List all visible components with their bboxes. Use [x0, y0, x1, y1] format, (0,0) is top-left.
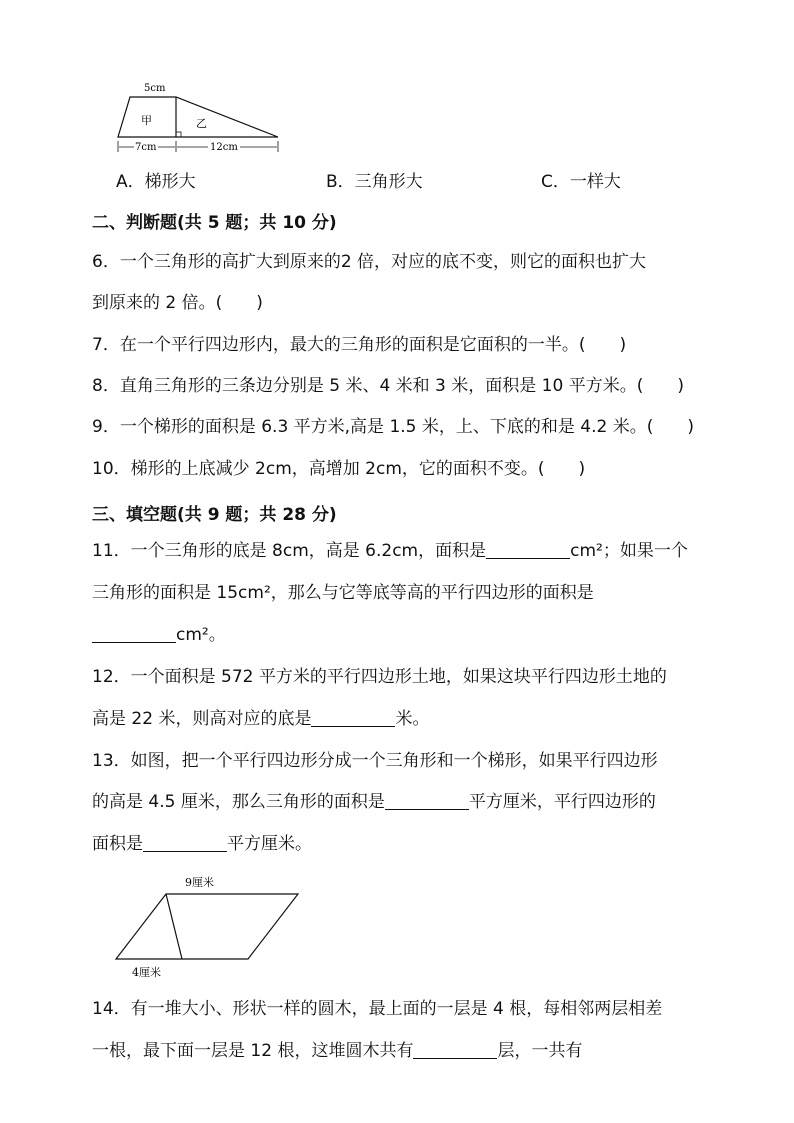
parallelogram-outline: [116, 894, 298, 959]
question-10: 10．梯形的上底减少 2cm，高增加 2cm，它的面积不变。( ): [92, 459, 586, 479]
section-3-title: 三、填空题(共 9 题；共 28 分): [92, 505, 337, 525]
figure1-left-label: 甲: [141, 114, 152, 127]
trapezoid-figure: [110, 78, 290, 158]
figure2-bottom-label: 4厘米: [132, 966, 161, 979]
option-text: 三角形大: [354, 172, 423, 192]
option-c[interactable]: [541, 167, 621, 192]
question-7: 7．在一个平行四边形内，最大的三角形的面积是它面积的一半。( ): [92, 335, 627, 355]
question-6-line1: 6．一个三角形的高扩大到原来的2 倍，对应的底不变，则它的面积也扩大: [92, 252, 647, 272]
answer-blank[interactable]: [311, 708, 395, 727]
q13-text-d: 面积是: [92, 834, 143, 854]
option-key: B．: [326, 172, 355, 192]
q11-text-a: 11．一个三角形的底是 8cm，高是 6.2cm，面积是: [92, 541, 487, 561]
q12-text-b: 高是 22 米，则高对应的底是: [92, 709, 312, 729]
q12-text-c: 米。: [395, 709, 430, 729]
option-key: C．: [541, 172, 570, 192]
question-12-line1: 12．一个面积是 572 平方米的平行四边形土地，如果这块平行四边形土地的: [92, 667, 667, 687]
question-14-line1: 14．有一堆大小、形状一样的圆木，最上面的一层是 4 根，每相邻两层相差: [92, 999, 663, 1019]
option-text: 梯形大: [144, 172, 196, 192]
question-9: 9．一个梯形的面积是 6.3 平方米,高是 1.5 米，上、下底的和是 4.2 米。( ): [92, 417, 695, 437]
split-line: [166, 894, 182, 959]
figure1-right-label: 乙: [196, 117, 207, 130]
right-angle-mark: [176, 132, 181, 137]
q13-text-c: 平方厘米，平行四边形的: [468, 792, 656, 812]
q14-text-b: 一根，最下面一层是 12 根，这堆圆木共有: [92, 1041, 414, 1061]
figure1-top-label: 5cm: [144, 83, 166, 94]
question-13-line1: 13．如图，把一个平行四边形分成一个三角形和一个梯形，如果平行四边形: [92, 751, 658, 771]
answer-blank[interactable]: [413, 1040, 497, 1059]
q11-text-d: cm²。: [176, 625, 226, 645]
figure1-bottom-right-label: 12cm: [210, 142, 238, 153]
question-11-line2: 三角形的面积是 15cm²，那么与它等底等高的平行四边形的面积是: [92, 583, 594, 603]
question-8: 8．直角三角形的三条边分别是 5 米、4 米和 3 米，面积是 10 平方米。( ): [92, 376, 684, 396]
question-12-line2: [92, 708, 429, 730]
option-b[interactable]: [326, 167, 423, 192]
question-11-line3: [92, 624, 226, 646]
section-2-title: 二、判断题(共 5 题；共 10 分): [92, 213, 337, 233]
figure2-top-label: 9厘米: [185, 876, 214, 889]
question-13-line3: [92, 833, 312, 855]
option-a[interactable]: [116, 167, 196, 192]
option-key: A．: [116, 172, 145, 192]
parallelogram-figure: [110, 870, 310, 982]
q13-text-b: 的高是 4.5 厘米，那么三角形的面积是: [92, 792, 385, 812]
q11-text-b: cm²；如果一个: [570, 541, 688, 561]
q13-text-e: 平方厘米。: [227, 834, 312, 854]
answer-blank[interactable]: [92, 624, 176, 643]
answer-blank[interactable]: [486, 540, 570, 559]
question-14-line2: [92, 1040, 582, 1062]
option-text: 一样大: [569, 172, 621, 192]
question-6-line2: 到原来的 2 倍。( ): [92, 293, 263, 313]
answer-blank[interactable]: [385, 791, 469, 810]
answer-blank[interactable]: [143, 833, 227, 852]
figure1-bottom-left-label: 7cm: [135, 142, 157, 153]
q14-text-c: 层，一共有: [497, 1041, 583, 1061]
question-11-line1: [92, 540, 688, 562]
question-13-line2: [92, 791, 656, 813]
